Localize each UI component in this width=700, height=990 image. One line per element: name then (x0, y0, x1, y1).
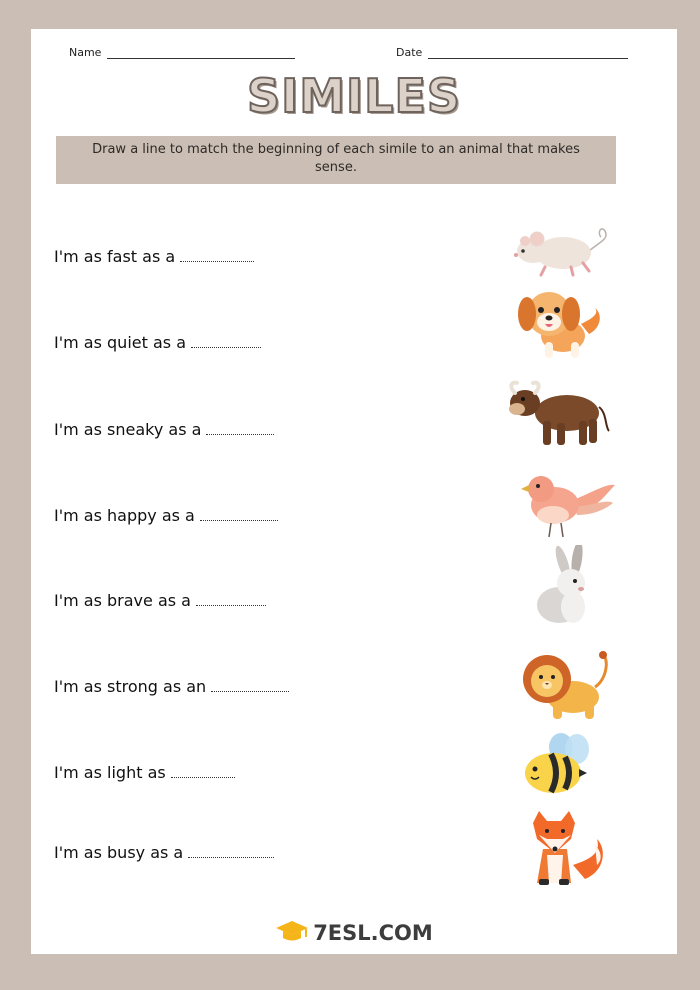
simile-1 (54, 247, 254, 266)
answer-blank[interactable] (191, 333, 261, 348)
answer-blank[interactable] (171, 763, 235, 778)
brand-name: 7ESL.COM (313, 921, 433, 945)
simile-text: I'm as busy as a (54, 843, 184, 862)
simile-text: I'm as fast as a (54, 247, 176, 266)
answer-blank[interactable] (180, 247, 254, 262)
simile-8 (54, 843, 274, 862)
bird-icon (511, 463, 621, 543)
answer-blank[interactable] (196, 591, 266, 606)
name-label: Name (69, 46, 102, 59)
graduation-cap-icon (275, 919, 309, 947)
simile-5 (54, 591, 266, 610)
mouse-icon (501, 211, 611, 291)
instructions-box: Draw a line to match the beginning of each simile to an animal that makes sense. (56, 136, 616, 184)
simile-4 (54, 506, 278, 525)
answer-blank[interactable] (200, 506, 278, 521)
ox-icon (501, 373, 611, 453)
fox-icon (509, 809, 619, 889)
answer-blank[interactable] (206, 420, 274, 435)
brand-footer[interactable] (31, 919, 677, 947)
rabbit-icon (511, 545, 621, 625)
bee-icon (505, 729, 615, 809)
simile-text: I'm as light as (54, 763, 166, 782)
lion-icon (511, 645, 621, 725)
answer-blank[interactable] (211, 677, 289, 692)
name-field[interactable] (69, 46, 295, 59)
simile-text: I'm as brave as a (54, 591, 191, 610)
date-label: Date (396, 46, 423, 59)
answer-blank[interactable] (188, 843, 274, 858)
puppy-icon (501, 284, 611, 364)
simile-text: I'm as sneaky as a (54, 420, 202, 439)
simile-3 (54, 420, 274, 439)
simile-text: I'm as strong as an (54, 677, 207, 696)
simile-text: I'm as happy as a (54, 506, 195, 525)
simile-2 (54, 333, 261, 352)
simile-7 (54, 763, 235, 782)
simile-text: I'm as quiet as a (54, 333, 186, 352)
date-field[interactable] (396, 46, 628, 59)
date-line[interactable] (428, 48, 628, 59)
worksheet-page (31, 29, 677, 954)
page-title: SIMILES (247, 69, 461, 123)
simile-6 (54, 677, 289, 696)
name-line[interactable] (107, 48, 295, 59)
